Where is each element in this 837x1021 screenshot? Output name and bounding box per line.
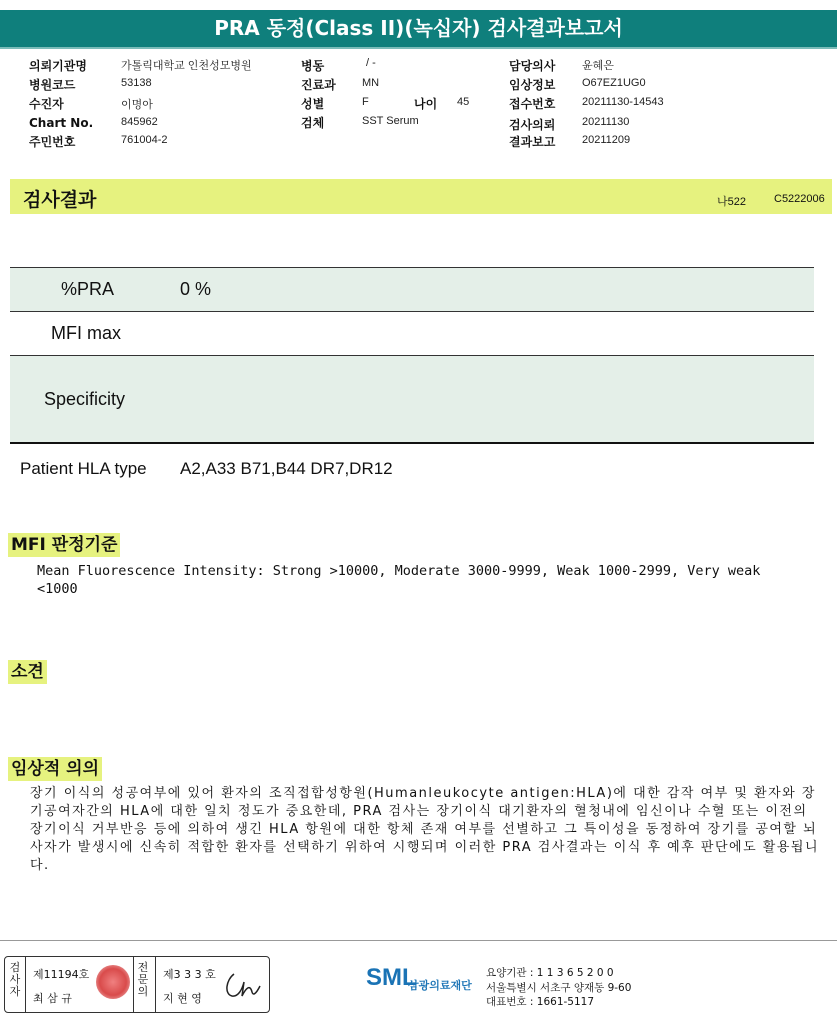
- info-label-sex: 성별: [301, 97, 325, 111]
- info-value-request-date: 20211130: [582, 116, 630, 128]
- sml-logo-subtitle: 삼광의료재단: [408, 979, 472, 992]
- info-label-resident-no: 주민번호: [29, 135, 76, 149]
- info-value-specimen: SST Serum: [362, 115, 419, 127]
- specialist-license-no: 제3 3 3 호: [163, 968, 216, 981]
- sig-divider-1: [25, 957, 26, 1012]
- info-label-specimen: 검체: [301, 116, 325, 130]
- info-label-patient: 수진자: [29, 97, 64, 111]
- clinical-significance-heading: 임상적 의의: [8, 757, 102, 781]
- specialist-vertical-label: 전문의: [137, 961, 149, 998]
- hla-type-value: A2,A33 B71,B44 DR7,DR12: [180, 459, 393, 478]
- info-value-institution: 가톨릭대학교 인천성모병원: [121, 60, 252, 72]
- info-value-report-date: 20211209: [582, 134, 631, 146]
- result-code-2: C5222006: [774, 193, 825, 205]
- org-institution-code: 요양기관 : 1 1 3 6 5 2 0 0: [486, 967, 614, 979]
- info-label-clinical-info: 임상정보: [509, 78, 556, 92]
- info-label-report-date: 결과보고: [509, 135, 556, 149]
- pra-value: 0 %: [180, 279, 212, 299]
- specificity-label: Specificity: [44, 389, 126, 409]
- title-divider: [0, 47, 837, 49]
- info-label-department: 진료과: [301, 78, 336, 92]
- opinion-heading: 소견: [8, 660, 47, 684]
- info-value-chart-no: 845962: [121, 116, 158, 128]
- examiner-vertical-label: 검사자: [9, 961, 21, 998]
- info-label-institution: 의뢰기관명: [29, 59, 87, 73]
- mfi-criteria-heading: MFI 판정기준: [8, 533, 120, 557]
- info-label-hospital-code: 병원코드: [29, 78, 76, 92]
- specialist-name: 지 현 영: [163, 992, 202, 1005]
- info-value-doctor: 윤혜은: [582, 60, 614, 72]
- sig-divider-2: [133, 957, 134, 1012]
- info-value-hospital-code: 53138: [121, 77, 152, 89]
- hla-type-label: Patient HLA type: [20, 459, 147, 478]
- info-label-chart-no: Chart No.: [29, 116, 94, 130]
- org-address: 서울특별시 서초구 양재동 9-60: [486, 982, 632, 994]
- result-code-1: 나522: [717, 196, 746, 208]
- org-phone: 대표번호 : 1661-5117: [486, 996, 595, 1008]
- table-divider-1: [10, 311, 814, 312]
- pra-label: %PRA: [61, 279, 115, 299]
- footer-divider: [0, 940, 837, 941]
- info-label-age: 나이: [414, 97, 438, 111]
- info-value-sex: F: [362, 96, 369, 108]
- mfi-max-label: MFI max: [51, 323, 121, 343]
- result-header-bar: [10, 179, 832, 214]
- sig-divider-3: [155, 957, 156, 1012]
- info-label-ward: 병동: [301, 59, 325, 73]
- sml-logo: SML: [366, 964, 417, 991]
- info-value-receipt-no: 20211130-14543: [582, 96, 664, 108]
- clinical-significance-text: 장기 이식의 성공여부에 있어 환자의 조직접합성항원(Humanleukocyte antigen:HLA)에 대한 감작 여부 및 환자와 장기공여자간의 HLA에 대한 일치 정도가 중요한데, PRA 검사는 장기이식 대기환자의 혈청내에 임신이나 수혈 또는 이전의 장기이식 거부반응 등에 의하여 생긴 HLA 항원에 대한 항체 존재 여부를 선별하고 그 특이성을 동정하여 장기를 공여할 뇌사자가 발생시에 신속히 적합한 환자를 선택하기 위하여 시행되며 이러한 PRA 검사결과는 이식 후 예후 판단에도 활용됩니다.: [30, 786, 820, 873]
- specialist-signature-icon: [222, 968, 264, 1002]
- table-bottom-border: [10, 442, 814, 444]
- info-label-receipt-no: 접수번호: [509, 97, 556, 111]
- examiner-name: 최 삼 규: [33, 992, 72, 1005]
- info-value-patient: 이명아: [121, 99, 153, 111]
- info-value-age: 45: [457, 96, 470, 108]
- info-label-request-date: 검사의뢰: [509, 118, 556, 132]
- examiner-seal-icon: [96, 965, 130, 999]
- mfi-criteria-text: Mean Fluorescence Intensity: Strong >10000, Moderate 3000-9999, Weak 1000-2999, Very weak <1000: [37, 563, 761, 597]
- info-value-resident-no: 761004-2: [121, 134, 168, 146]
- table-row-specificity: [10, 356, 814, 442]
- table-row-pra: [10, 268, 814, 311]
- examiner-license-no: 제11194호: [33, 968, 90, 981]
- report-title: PRA 동정(Class II)(녹십자) 검사결과보고서: [0, 10, 837, 47]
- info-label-doctor: 담당의사: [509, 59, 556, 73]
- info-value-clinical-info: O67EZ1UG0: [582, 77, 646, 89]
- info-value-ward: / -: [366, 57, 376, 69]
- result-heading: 검사결과: [23, 189, 97, 211]
- info-value-department: MN: [362, 77, 380, 89]
